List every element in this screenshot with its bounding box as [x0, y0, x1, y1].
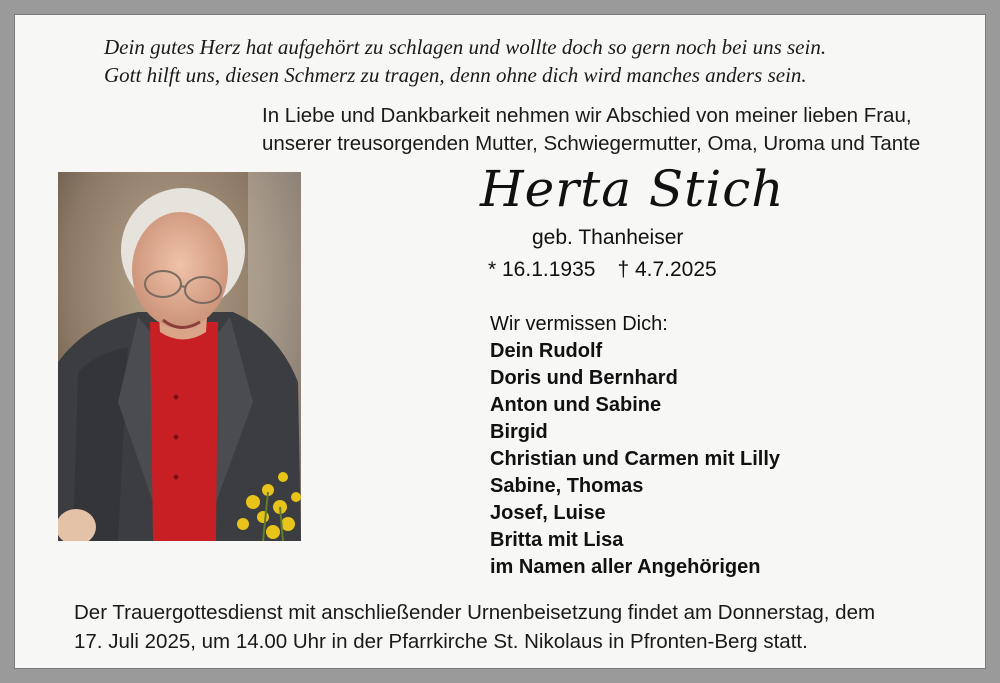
intro-line-1: In Liebe und Dankbarkeit nehmen wir Abschied von meiner lieben Frau, — [262, 104, 912, 127]
intro-line-2: unserer treusorgenden Mutter, Schwiegermutter, Oma, Uroma und Tante — [262, 132, 921, 155]
verse — [104, 33, 984, 89]
death-date: † 4.7.2025 — [617, 258, 717, 281]
mourner-name: Dein Rudolf — [490, 340, 603, 362]
mourner-name: Birgid — [490, 421, 548, 443]
service-line-1: Der Trauergottesdienst mit anschließender Urnenbeisetzung findet am Donnerstag, dem — [74, 601, 876, 624]
mourner-name: Christian und Carmen mit Lilly — [490, 448, 781, 470]
service-notice — [74, 598, 875, 656]
mourners-list — [490, 311, 780, 581]
verse-line-1: Dein gutes Herz hat aufgehört zu schlagen und wollte doch so gern noch bei uns sein. — [104, 35, 827, 59]
mourner-name: Josef, Luise — [490, 502, 606, 524]
service-line-2: 17. Juli 2025, um 14.00 Uhr in der Pfarrkirche St. Nikolaus in Pfronten-Berg statt. — [74, 630, 808, 653]
birth-date: * 16.1.1935 — [488, 258, 596, 281]
mourner-name: Anton und Sabine — [490, 394, 662, 416]
intro-text — [262, 102, 920, 158]
birth-name: geb. Thanheiser — [532, 226, 684, 249]
mourner-name: im Namen aller Angehörigen — [490, 556, 761, 578]
mourner-name: Britta mit Lisa — [490, 529, 624, 551]
mourner-name: Sabine, Thomas — [490, 475, 644, 497]
mourners-lead: Wir vermissen Dich: — [490, 313, 668, 335]
portrait-photo — [58, 172, 301, 541]
mourner-name: Doris und Bernhard — [490, 367, 678, 389]
life-dates — [488, 258, 717, 282]
deceased-name: Herta Stich — [480, 160, 785, 218]
verse-line-2: Gott hilft uns, diesen Schmerz zu tragen, denn ohne dich wird manches anders sein. — [104, 63, 807, 87]
